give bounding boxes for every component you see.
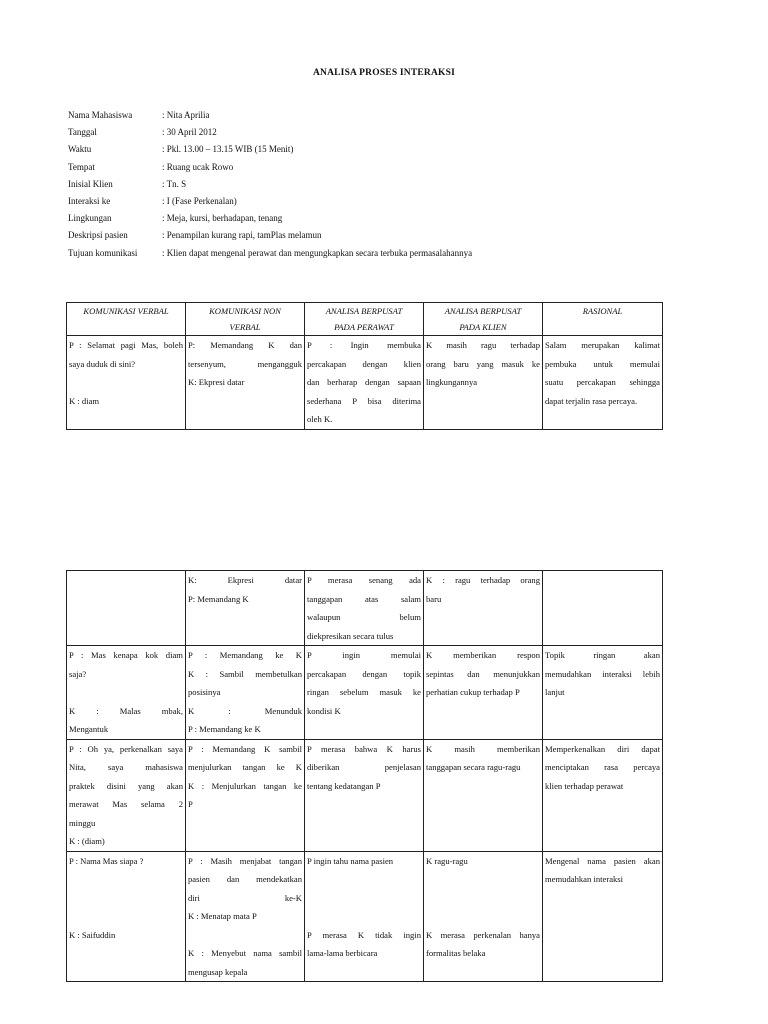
cell-text-line: P : Memandang ke K (188, 724, 261, 734)
cell-text-line: Mengantuk (69, 724, 109, 734)
table-row (67, 336, 663, 430)
blank-line (307, 889, 421, 908)
header-text-line: VERBAL (229, 322, 261, 332)
table-row (67, 571, 663, 646)
cell-analisa-perawat (305, 646, 424, 740)
cell-text-line: K masih memberikan (426, 743, 540, 754)
cell-text-line: diekpresikan secara tulus (307, 630, 394, 641)
cell-text-line: minggu (69, 817, 96, 828)
cell-text-line: P : Memandang K sambil (188, 743, 302, 754)
cell-text-line: K : Saifuddin (69, 929, 116, 940)
cell-komunikasi-verbal (67, 571, 186, 646)
header-text-line: KOMUNIKASI NON (209, 306, 281, 316)
interaction-table-1 (66, 302, 663, 430)
info-value: : Ruang ucak Rowo (162, 161, 234, 172)
cell-text-line: lanjut (545, 687, 565, 697)
cell-text-line: K : Malas mbak, (69, 705, 183, 716)
cell-text-line: walaupun belum (307, 612, 421, 622)
cell-text-line: K : Menjulurkan tangan ke (188, 780, 302, 791)
header-analisa-perawat (305, 303, 424, 336)
blank-line (426, 889, 540, 908)
cell-text-line: P ingin tahu nama pasien (307, 855, 394, 866)
blank-line (69, 683, 183, 702)
cell-komunikasi-non-verbal (186, 739, 305, 851)
cell-analisa-klien (424, 646, 543, 740)
info-value: : I (Fase Perkenalan) (162, 195, 237, 206)
cell-text-line: tanggapan secara ragu-ragu (426, 762, 521, 772)
cell-text-line: K merasa perkenalan hanya (426, 929, 540, 940)
cell-text-line: Topik ringan akan (545, 650, 660, 660)
cell-text-line: Salam merupakan kalimat (545, 340, 660, 350)
info-label: Interaksi ke (68, 195, 111, 206)
cell-text-line: P merasa K tidak ingin (307, 929, 421, 940)
cell-text-line: sepintas dan menunjukkan (426, 668, 540, 679)
cell-text-line: percakapan dengan topik (307, 668, 421, 679)
header-text-line: RASIONAL (582, 306, 623, 316)
cell-analisa-perawat (305, 739, 424, 851)
cell-text-line: Memperkenalkan diri dapat (545, 743, 660, 754)
cell-text-line: P ingin memulai (307, 650, 421, 660)
cell-text-line: K : Menunduk (188, 705, 302, 716)
cell-komunikasi-verbal (67, 851, 186, 982)
table-row (67, 739, 663, 851)
cell-text-line: K masih ragu terhadap (426, 340, 540, 350)
cell-text-line: dapat terjalin rasa percaya. (545, 395, 638, 406)
cell-analisa-perawat (305, 336, 424, 430)
cell-text-line: P : Ingin membuka (307, 340, 421, 350)
table-row (67, 646, 663, 740)
cell-text-line: tanggapan atas salam (307, 593, 421, 604)
cell-rasional (543, 851, 663, 982)
header-text-line: ANALISA BERPUSAT (325, 306, 403, 316)
cell-text-line: P: Memandang K dan (188, 340, 302, 350)
cell-text-line: K : ragu terhadap orang (426, 575, 540, 585)
cell-analisa-klien (424, 851, 543, 982)
cell-text-line: suatu percakapan sehingga (545, 377, 660, 387)
cell-text-line: formalitas belaka (426, 948, 486, 958)
cell-analisa-perawat (305, 571, 424, 646)
info-value: : 30 April 2012 (162, 127, 217, 138)
blank-line (307, 907, 421, 926)
cell-text-line: K : Sambil membetulkan (188, 668, 302, 679)
cell-text-line: K: Ekpresi datar (188, 575, 302, 585)
cell-text-line: klien terhadap perawat (545, 780, 624, 791)
cell-text-line: Mengenal nama pasien akan (545, 855, 660, 866)
info-label: Tujuan komunikasi (68, 247, 138, 258)
cell-text-line: oleh K. (307, 414, 333, 424)
cell-text-line: P : Selamat pagi Mas, boleh (69, 340, 183, 350)
info-label: Deskripsi pasien (68, 230, 128, 241)
cell-komunikasi-verbal (67, 646, 186, 740)
cell-text-line: memudahkan interaksi lebih (545, 668, 660, 679)
cell-analisa-klien (424, 336, 543, 430)
page-title: ANALISA PROSES INTERAKSI (312, 68, 456, 78)
cell-text-line: P merasa senang ada (307, 575, 421, 585)
cell-text-line: percakapan dengan klien (307, 358, 421, 369)
cell-analisa-perawat (305, 851, 424, 982)
cell-rasional (543, 646, 663, 740)
cell-text-line: P (188, 799, 193, 809)
cell-text-line: orang baru yang masuk ke (426, 358, 540, 369)
info-label: Nama Mahasiswa (68, 110, 133, 120)
header-text-line: KOMUNIKASI VERBAL (83, 306, 169, 316)
table-row (67, 851, 663, 982)
header-text-line: PADA KLIEN (459, 322, 507, 332)
blank-line (69, 907, 183, 926)
info-value: : Klien dapat mengenal perawat dan mengungkapkan secara terbuka permasalahannya (162, 247, 473, 258)
info-value: : Meja, kursi, berhadapan, tenang (162, 213, 283, 224)
cell-text-line: perhatian cukup terhadap P (426, 687, 520, 697)
cell-text-line: K : Menyebut nama sambil (188, 948, 302, 958)
cell-text-line: K ragu-ragu (426, 855, 468, 866)
header-text-line: PADA PERAWAT (334, 322, 394, 332)
cell-text-line: P merasa bahwa K harus (307, 743, 421, 754)
table-header-row (67, 303, 663, 336)
cell-analisa-klien (424, 739, 543, 851)
cell-text-line: pembuka untuk memulai (545, 358, 660, 369)
info-value: : Tn. S (162, 178, 187, 189)
cell-text-line: praktek disini yang akan (69, 780, 183, 791)
cell-rasional (543, 336, 663, 430)
cell-komunikasi-non-verbal (186, 571, 305, 646)
cell-text-line: dan berharap dengan sapaan (307, 377, 421, 387)
cell-text-line: ringan sebelum masuk ke (307, 687, 421, 697)
cell-text-line: K : (diam) (69, 836, 105, 846)
cell-text-line: P : Nama Mas siapa ? (69, 855, 144, 866)
info-label: Lingkungan (68, 213, 112, 224)
cell-komunikasi-verbal (67, 739, 186, 851)
info-label: Waktu (68, 144, 92, 155)
header-komunikasi-non-verbal (186, 303, 305, 336)
cell-text-line: saja? (69, 668, 87, 679)
cell-text-line: mengusap kepala (188, 966, 248, 977)
cell-text-line: P : Oh ya, perkenalkan saya (69, 743, 183, 754)
cell-text-line: pasien dan mendekatkan (188, 874, 302, 884)
cell-text-line: baru (426, 593, 442, 604)
cell-analisa-klien (424, 571, 543, 646)
blank-line (426, 907, 540, 926)
cell-text-line: tentang kedatangan P (307, 780, 381, 791)
cell-text-line: sederhana P bisa diterima (307, 395, 421, 406)
cell-text-line: diri ke-K (188, 892, 302, 903)
cell-text-line: merawat Mas selama 2 (69, 799, 183, 809)
info-value: : Penampilan kurang rapi, tamPlas melamun (162, 230, 322, 241)
cell-text-line: P : Memandang ke K (188, 650, 302, 660)
cell-text-line: K : Menatap mata P (188, 911, 257, 921)
blank-line (69, 889, 183, 908)
cell-text-line: menjulurkan tangan ke K (188, 762, 302, 772)
blank-line (69, 373, 183, 392)
cell-text-line: saya duduk di sini? (69, 358, 136, 369)
cell-text-line: lingkungannya (426, 377, 478, 387)
cell-text-line: P: Memandang K (188, 593, 249, 604)
header-text-line: ANALISA BERPUSAT (444, 306, 522, 316)
cell-komunikasi-non-verbal (186, 851, 305, 982)
cell-text-line: menciptakan rasa percaya (545, 762, 660, 772)
cell-text-line: memudahkan interaksi (545, 874, 624, 884)
info-value: : Pkl. 13.00 – 13.15 WIB (15 Menit) (162, 144, 294, 155)
cell-text-line: K : diam (69, 395, 100, 406)
cell-text-line: P : Mas kenapa kok diam (69, 650, 183, 660)
cell-text-line: K memberikan respon (426, 650, 540, 660)
interaction-table-2 (66, 570, 663, 982)
cell-text-line: K: Ekpresi datar (188, 377, 245, 387)
info-label: Inisial Klien (68, 178, 113, 189)
cell-rasional (543, 571, 663, 646)
cell-text-line: kondisi K (307, 705, 341, 716)
info-value: : Nita Aprilia (162, 110, 210, 120)
cell-komunikasi-non-verbal (186, 336, 305, 430)
cell-text-line: diberikan penjelasan (307, 762, 421, 772)
info-label: Tempat (68, 161, 95, 172)
cell-komunikasi-non-verbal (186, 646, 305, 740)
cell-text-line: P : Masih menjabat tangan (188, 855, 302, 866)
blank-line (426, 870, 540, 889)
info-label: Tanggal (68, 127, 97, 138)
cell-text-line: lama-lama berbicara (307, 948, 378, 958)
blank-line (307, 870, 421, 889)
blank-line (69, 870, 183, 889)
cell-rasional (543, 739, 663, 851)
blank-line (188, 926, 302, 945)
cell-text-line: Nita, saya mahasiswa (69, 762, 183, 772)
cell-text-line: posisinya (188, 687, 221, 697)
header-komunikasi-verbal (67, 303, 186, 336)
cell-text-line: tersenyum, mengangguk (188, 358, 302, 369)
header-rasional (543, 303, 663, 336)
header-analisa-klien (424, 303, 543, 336)
cell-komunikasi-verbal (67, 336, 186, 430)
